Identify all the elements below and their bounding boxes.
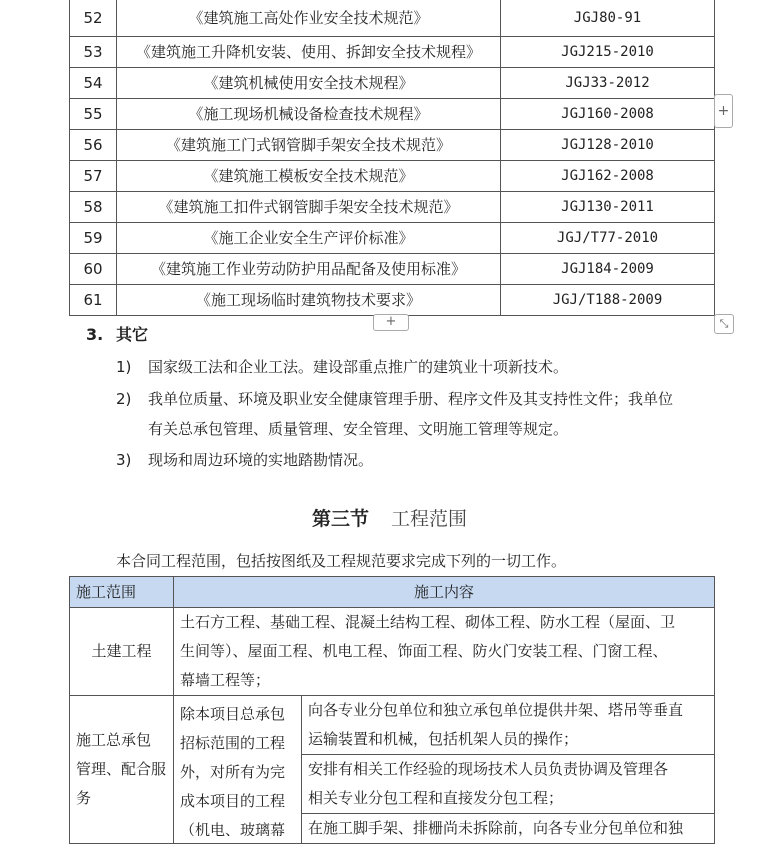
list-item [116, 384, 673, 444]
duty-line: 安排有相关工作经验的现场技术人员负责协调及管理各 [308, 760, 669, 778]
management-label-line: 施工总承包 [76, 731, 152, 749]
list-item-number: 3) [116, 451, 132, 469]
section-title: 工程范围 [391, 508, 468, 530]
standard-number-cell: 55 [70, 99, 117, 130]
standard-number-cell: 52 [70, 0, 117, 37]
intro-paragraph: 本合同工程范围，包括按图纸及工程规范要求完成下列的一切工作。 [116, 552, 567, 570]
list-item-text: 国家级工法和企业工法。建设部重点推广的建筑业十项新技术。 [148, 358, 569, 376]
list-item [116, 445, 373, 475]
list-item-text: 现场和周边环境的实地踏勘情况。 [148, 451, 374, 469]
standard-row [70, 223, 715, 254]
standards-table [69, 0, 715, 316]
civil-works-content [174, 608, 715, 696]
list-item [116, 352, 568, 382]
standard-row [70, 130, 715, 161]
section-number: 第三节 [311, 508, 369, 530]
standard-row [70, 0, 715, 37]
management-scope-line: 外，对所有为完 [180, 763, 286, 781]
standard-code-cell: JGJ80-91 [501, 0, 715, 37]
standard-number-cell: 56 [70, 130, 117, 161]
add-row-button[interactable]: + [373, 314, 409, 331]
standard-number-cell: 57 [70, 161, 117, 192]
standard-code-cell: JGJ162-2008 [501, 161, 715, 192]
standard-name-cell: 《建筑施工高处作业安全技术规范》 [117, 0, 501, 37]
civil-line: 土石方工程、基础工程、混凝土结构工程、砌体工程、防水工程（屋面、卫 [180, 613, 676, 631]
section-heading [0, 504, 779, 531]
standard-name-cell: 《建筑施工模板安全技术规范》 [117, 161, 501, 192]
duty-line: 运输装置和机械，包括机架人员的操作； [308, 730, 579, 748]
standard-name-cell: 《施工现场机械设备检查技术规程》 [117, 99, 501, 130]
standard-name-cell: 《施工企业安全生产评价标准》 [117, 223, 501, 254]
standard-code-cell: JGJ130-2011 [501, 192, 715, 223]
management-duty [302, 814, 715, 844]
standard-number-cell: 61 [70, 285, 117, 316]
standard-number-cell: 53 [70, 37, 117, 68]
duty-line: 相关专业分包工程和直接发分包工程； [308, 789, 564, 807]
management-scope-line: （机电、玻璃幕 [180, 821, 286, 836]
management-duty [302, 755, 715, 814]
standard-row [70, 285, 715, 316]
scope-table [69, 576, 715, 844]
standard-row [70, 254, 715, 285]
list-item-number: 1) [116, 358, 132, 376]
management-scope-cell [174, 696, 302, 844]
standard-row [70, 37, 715, 68]
civil-line: 生间等）、屋面工程、机电工程、饰面工程、防火门安装工程、门窗工程、 [180, 642, 668, 660]
standard-code-cell: JGJ184-2009 [501, 254, 715, 285]
civil-line: 幕墙工程等； [180, 671, 271, 689]
other-heading-number: 3. [86, 325, 104, 344]
standard-code-cell: JGJ/T77-2010 [501, 223, 715, 254]
standard-name-cell: 《建筑施工扣件式钢管脚手架安全技术规范》 [117, 192, 501, 223]
standard-name-cell: 《建筑机械使用安全技术规程》 [117, 68, 501, 99]
standard-number-cell: 60 [70, 254, 117, 285]
other-heading-title: 其它 [116, 325, 149, 344]
standard-name-cell: 《建筑施工门式钢管脚手架安全技术规范》 [117, 130, 501, 161]
management-label-line: 务 [76, 789, 92, 807]
duty-line: 在施工脚手架、排栅尚未拆除前，向各专业分包单位和独 [308, 819, 684, 837]
standard-row [70, 99, 715, 130]
management-label-line: 管理、配合服 [76, 760, 167, 778]
standard-name-cell: 《建筑施工作业劳动防护用品配备及使用标准》 [117, 254, 501, 285]
standard-code-cell: JGJ215-2010 [501, 37, 715, 68]
management-duty [302, 696, 715, 755]
standard-name-cell: 《施工现场临时建筑物技术要求》 [117, 285, 501, 316]
add-column-button[interactable]: + [714, 94, 733, 128]
standard-row [70, 192, 715, 223]
list-item-text: 我单位质量、环境及职业安全健康管理手册、程序文件及其支持性文件；我单位 [148, 390, 674, 408]
standard-code-cell: JGJ33-2012 [501, 68, 715, 99]
scope-header-content: 施工内容 [174, 577, 715, 608]
standard-code-cell: JGJ160-2008 [501, 99, 715, 130]
management-scope-line: 招标范围的工程 [180, 734, 286, 752]
civil-works-label: 土建工程 [70, 608, 174, 696]
standard-name-cell: 《建筑施工升降机安装、使用、拆卸安全技术规程》 [117, 37, 501, 68]
management-scope-line: 成本项目的工程 [180, 792, 286, 810]
standard-number-cell: 58 [70, 192, 117, 223]
list-item-number: 2) [116, 390, 132, 408]
duty-line: 向各专业分包单位和独立承包单位提供井架、塔吊等垂直 [308, 701, 684, 719]
management-scope-line: 除本项目总承包 [180, 705, 286, 723]
standard-row [70, 68, 715, 99]
other-heading [86, 322, 148, 345]
standard-number-cell: 54 [70, 68, 117, 99]
standard-code-cell: JGJ128-2010 [501, 130, 715, 161]
standard-row [70, 161, 715, 192]
standard-number-cell: 59 [70, 223, 117, 254]
table-resize-handle[interactable]: ⤡ [714, 314, 734, 334]
scope-header-range: 施工范围 [70, 577, 174, 608]
standard-code-cell: JGJ/T188-2009 [501, 285, 715, 316]
management-label [70, 696, 174, 844]
list-item-text-continued: 有关总承包管理、质量管理、安全管理、文明施工管理等规定。 [148, 420, 569, 438]
